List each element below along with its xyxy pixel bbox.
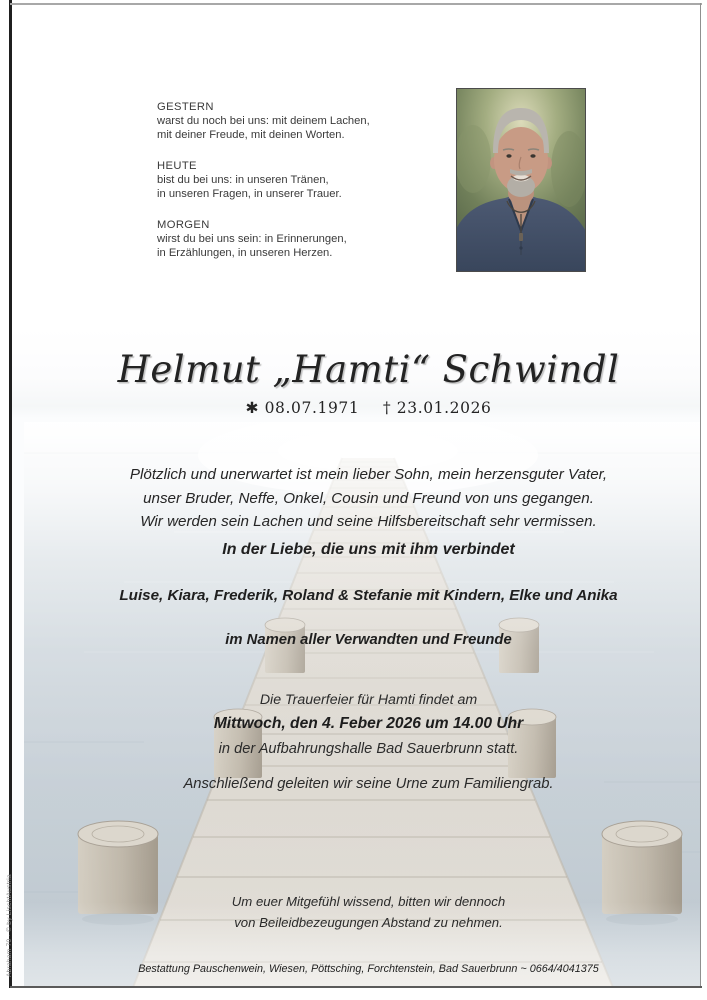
family-intro: In der Liebe, die uns mit ihm verbindet xyxy=(222,541,515,558)
stanza-line: wirst du bei uns sein: in Erinnerungen, xyxy=(157,233,347,245)
poem-stanza-morgen xyxy=(157,218,370,260)
print-credit: Abraham 70 · © by LischtAustria xyxy=(6,874,13,977)
condolence-line: Um euer Mitgefühl wissend, bitten wir dennoch xyxy=(231,894,506,909)
scan-border-bottom xyxy=(10,986,702,988)
scan-border-right xyxy=(700,3,702,987)
service-location-line: in der Aufbahrungshalle Bad Sauerbrunn statt. xyxy=(218,741,519,757)
stanza-line: in Erzählungen, in unseren Herzen. xyxy=(157,247,333,259)
announcement-paragraph xyxy=(24,463,700,534)
service-date-line: Mittwoch, den 4. Feber 2026 um 14.00 Uhr xyxy=(213,715,524,732)
death-cross-icon: † xyxy=(382,399,392,417)
announcement-line: unser Bruder, Neffe, Onkel, Cousin und Freund von uns gegangen. xyxy=(143,489,594,507)
service-urn-line: Anschließend geleiten wir seine Urne zum Familiengrab. xyxy=(183,776,554,792)
announcement-line: Wir werden sein Lachen und seine Hilfsbereitschaft sehr vermissen. xyxy=(140,513,597,530)
memorial-poem xyxy=(157,100,370,277)
life-dates xyxy=(24,399,700,417)
condolence-line: von Beileidbezeugungen Abstand zu nehmen. xyxy=(234,914,503,930)
stanza-title: GESTERN xyxy=(157,101,214,113)
birth-star-icon: ✱ xyxy=(245,399,260,417)
stanza-line: in unseren Fragen, in unserer Trauer. xyxy=(157,188,342,200)
shirt-button xyxy=(519,246,522,249)
condolence-note xyxy=(24,892,700,933)
announcement-line: Plötzlich und unerwartet ist mein lieber Sohn, mein herzensguter Vater, xyxy=(129,466,608,483)
poem-stanza-heute xyxy=(157,159,370,201)
stanza-line: warst du noch bei uns: mit deinem Lachen, xyxy=(157,115,370,127)
portrait-photo xyxy=(456,88,586,272)
stanza-line: mit deiner Freude, mit deinen Worten. xyxy=(157,129,345,141)
stanza-title: HEUTE xyxy=(157,160,197,172)
man-eye-left xyxy=(506,154,511,157)
family-closing: im Namen aller Verwandten und Freunde xyxy=(225,632,512,648)
deceased-name: Helmut „Hamti“ Schwindl xyxy=(117,348,620,391)
stanza-title: MORGEN xyxy=(157,219,210,231)
scan-border-top xyxy=(10,3,702,5)
family-names: Luise, Kiara, Frederik, Roland & Stefanie mit Kindern, Elke und Anika xyxy=(119,587,618,604)
necklace-pendant xyxy=(519,233,523,241)
portrait-illustration xyxy=(457,89,585,271)
scan-border-left xyxy=(9,0,12,988)
death-date: 23.01.2026 xyxy=(396,399,492,417)
service-intro-line: Die Trauerfeier für Hamti findet am xyxy=(259,692,478,708)
funeral-home-footer: Bestattung Pauschenwein, Wiesen, Pöttsching, Forchtenstein, Bad Sauerbrunn ~ 0664/4041375 xyxy=(138,963,599,975)
poem-stanza-gestern xyxy=(157,100,370,142)
man-eye-right xyxy=(530,154,535,157)
stanza-line: bist du bei uns: in unseren Tränen, xyxy=(157,174,329,186)
obituary-card xyxy=(12,4,700,986)
birth-date: 08.07.1971 xyxy=(264,399,360,417)
